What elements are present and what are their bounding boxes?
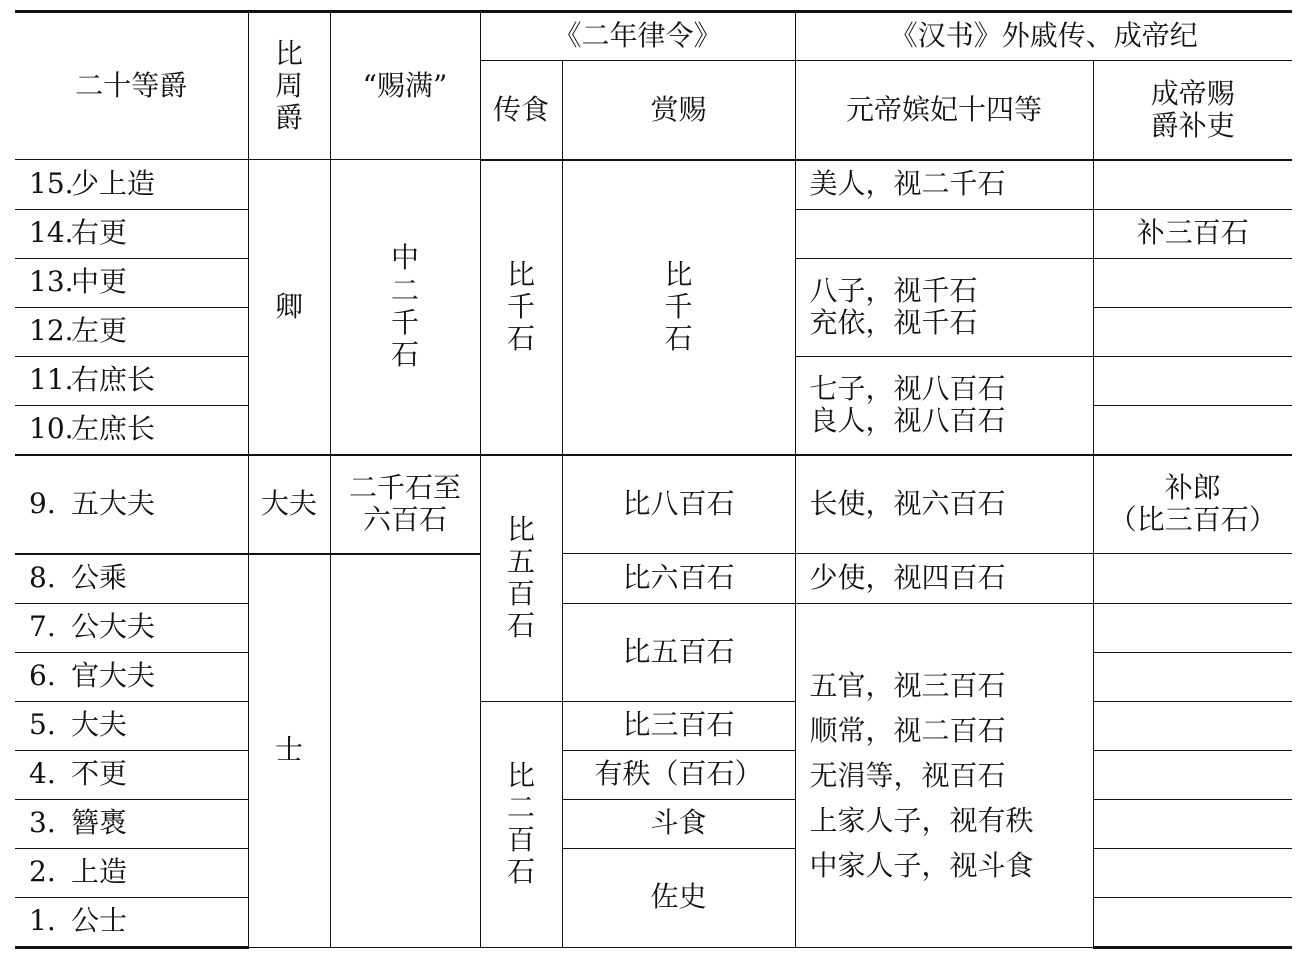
- reward-cell: 比八百石: [562, 455, 795, 554]
- chengdi-cell: [1093, 799, 1292, 848]
- food-erbai: 比二百石: [480, 701, 562, 947]
- rank-cell: 5. 大夫: [15, 701, 248, 750]
- header-law-reward: 赏赐: [562, 61, 795, 160]
- reward-cell: 比三百石: [562, 701, 795, 750]
- table-row: [15, 701, 1292, 750]
- chengdi-cell: [1093, 356, 1292, 405]
- table-row: [15, 799, 1292, 848]
- chengdi-cell: 补郎 （比三百石）: [1093, 455, 1292, 554]
- food-qian: 比千石: [480, 160, 562, 455]
- rank-cell: 11.右庶长: [15, 356, 248, 405]
- zhou-dafu: 大夫: [248, 455, 330, 554]
- header-zhou: 比周爵: [248, 12, 330, 160]
- table-row: [15, 554, 1292, 604]
- ciman-empty: [330, 554, 480, 948]
- header-ranks: 二十等爵: [15, 12, 248, 160]
- concubine-cell: 美人，视二千石: [795, 160, 1093, 210]
- rank-cell: 8. 公乘: [15, 554, 248, 604]
- rank-cell: 4. 不更: [15, 750, 248, 799]
- chengdi-cell: [1093, 258, 1292, 307]
- chengdi-cell: [1093, 701, 1292, 750]
- reward-cell: 斗食: [562, 799, 795, 848]
- header-law-food: 传食: [480, 61, 562, 160]
- concubine-cell: 七子，视八百石 良人，视八百石: [795, 356, 1093, 455]
- food-wubai: 比五百石: [480, 455, 562, 702]
- rank-cell: 15.少上造: [15, 160, 248, 210]
- ciman-nine: 二千石至 六百石: [330, 455, 480, 554]
- chengdi-cell: [1093, 652, 1292, 701]
- concubine-cell-lower: 五官，视三百石 顺常，视二百石 无涓等，视百石 上家人子，视有秩 中家人子，视斗食: [795, 603, 1093, 947]
- concubine-cell: 长使，视六百石: [795, 455, 1093, 554]
- chengdi-cell: [1093, 160, 1292, 210]
- rank-cell: 6. 官大夫: [15, 652, 248, 701]
- reward-cell: 比五百石: [562, 603, 795, 701]
- chengdi-cell: [1093, 750, 1292, 799]
- table-row: [15, 848, 1292, 897]
- rank-cell: 7. 公大夫: [15, 603, 248, 652]
- chengdi-cell: [1093, 554, 1292, 604]
- rank-cell: 12.左更: [15, 307, 248, 356]
- header-ciman: “赐满”: [330, 12, 480, 160]
- rank-cell: 10.左庶长: [15, 405, 248, 455]
- rank-cell: 2. 上造: [15, 848, 248, 897]
- chengdi-cell: [1093, 897, 1292, 947]
- table-row: [15, 455, 1292, 554]
- concubine-cell: 少使，视四百石: [795, 554, 1093, 604]
- header-concubines: 元帝嫔妃十四等: [795, 61, 1093, 160]
- chengdi-cell: [1093, 405, 1292, 455]
- header-chengdi: 成帝赐 爵补吏: [1093, 61, 1292, 160]
- table-row: [15, 160, 1292, 210]
- rank-cell: 13.中更: [15, 258, 248, 307]
- reward-cell: 佐史: [562, 848, 795, 947]
- zhou-qing: 卿: [248, 160, 330, 455]
- table-row: [15, 750, 1292, 799]
- ciman-zhong: 中二千石: [330, 160, 480, 455]
- reward-cell: 比六百石: [562, 554, 795, 604]
- zhou-shi: 士: [248, 554, 330, 948]
- table-row: [15, 603, 1292, 652]
- rank-comparison-table: [15, 10, 1292, 949]
- rank-cell: 14.右更: [15, 209, 248, 258]
- chengdi-cell: 补三百石: [1093, 209, 1292, 258]
- chengdi-cell: [1093, 848, 1292, 897]
- rank-cell: 9. 五大夫: [15, 455, 248, 554]
- header-law-group: 《二年律令》: [480, 12, 795, 61]
- rank-comparison-table-wrapper: [15, 10, 1292, 949]
- header-hanshu-group: 《汉书》外戚传、成帝纪: [795, 12, 1292, 61]
- reward-cell: 有秩（百石）: [562, 750, 795, 799]
- chengdi-cell: [1093, 307, 1292, 356]
- rank-cell: 1. 公士: [15, 897, 248, 947]
- reward-qian: 比千石: [562, 160, 795, 455]
- concubine-cell: [795, 209, 1093, 258]
- rank-cell: 3. 簪褭: [15, 799, 248, 848]
- chengdi-cell: [1093, 603, 1292, 652]
- concubine-cell: 八子，视千石 充依，视千石: [795, 258, 1093, 356]
